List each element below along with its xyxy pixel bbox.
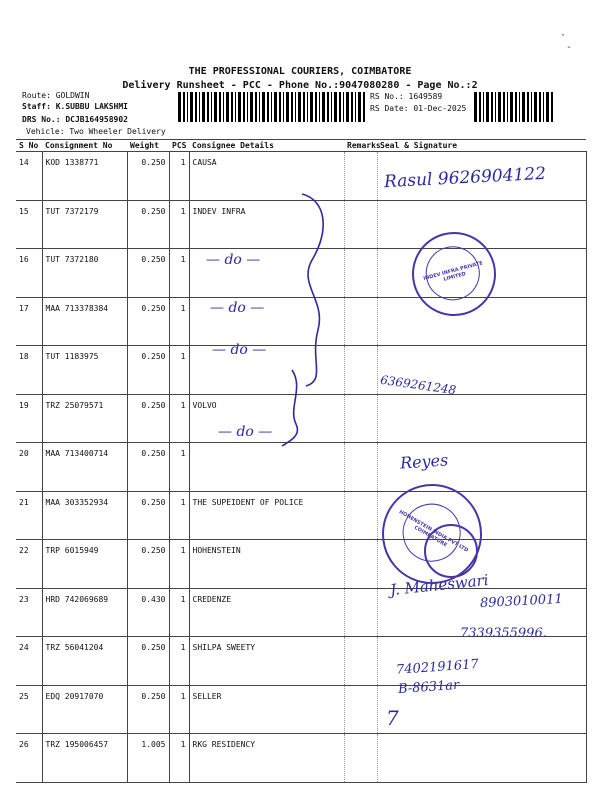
cell-weight: 0.250 [127,297,169,346]
cell-seal [377,637,586,686]
cell-consignment-no: TUT 1183975 [42,346,127,395]
cell-remarks [344,152,377,201]
cell-sno: 23 [16,588,42,637]
staff-label: Staff: K.SUBBU LAKSHMI [22,102,128,111]
table-row [16,540,586,589]
cell-weight: 0.250 [127,346,169,395]
cell-weight: 0.250 [127,249,169,298]
cell-sno: 19 [16,394,42,443]
cell-consignment-no: TRP 6015949 [42,540,127,589]
cell-remarks [344,685,377,734]
cell-seal [377,394,586,443]
cell-consignment-no: MAA 303352934 [42,491,127,540]
cell-weight: 0.250 [127,394,169,443]
page-mark: 7 [386,706,399,730]
cell-pcs: 1 [169,491,189,540]
drs-barcode [178,92,368,124]
cell-weight: 0.250 [127,540,169,589]
cell-pcs: 1 [169,734,189,783]
signature-row-19: 6369261248 [379,372,457,398]
table-row [16,734,586,783]
cell-consignment-no: MAA 713400714 [42,443,127,492]
cell-sno: 26 [16,734,42,783]
cell-weight: 1.005 [127,734,169,783]
table-row [16,491,586,540]
cell-sno: 24 [16,637,42,686]
cell-pcs: 1 [169,540,189,589]
cell-remarks [344,394,377,443]
cell-weight: 0.250 [127,637,169,686]
cell-pcs: 1 [169,200,189,249]
col-consignment: Consignment No [42,140,127,152]
cell-weight: 0.250 [127,491,169,540]
cell-sno: 22 [16,540,42,589]
cell-pcs: 1 [169,152,189,201]
cell-consignee: HOHENSTEIN [189,540,344,589]
cell-remarks [344,540,377,589]
cell-consignment-no: TRZ 56041204 [42,637,127,686]
cell-remarks [344,200,377,249]
ditto-mark-16: — do — [206,252,261,268]
cell-pcs: 1 [169,637,189,686]
cell-seal [377,734,586,783]
vehicle-label: Vehicle: Two Wheeler Delivery [26,127,166,136]
cell-remarks [344,588,377,637]
runsheet-subtitle: Delivery Runsheet - PCC - Phone No.:9047080280 - Page No.:2 [122,80,478,91]
cell-weight: 0.250 [127,200,169,249]
cell-sno: 17 [16,297,42,346]
signature-row-26-sig: B-8631ar [397,677,460,698]
route-label: Route: GOLDWIN [22,91,90,100]
cell-pcs: 1 [169,588,189,637]
cell-consignee: SHILPA SWEETY [189,637,344,686]
col-pcs: PCS [169,140,189,152]
signature-row-14: Rasul 9626904122 [383,163,547,193]
cell-consignment-no: TRZ 195006457 [42,734,127,783]
cell-weight: 0.430 [127,588,169,637]
cell-sno: 20 [16,443,42,492]
brace-mark [296,190,336,390]
cell-weight: 0.250 [127,685,169,734]
indev-infra-seal: INDEV INFRA PRIVATE LIMITED [403,223,506,326]
cell-pcs: 1 [169,249,189,298]
cell-remarks [344,734,377,783]
cell-sno: 14 [16,152,42,201]
cell-consignee: RKG RESIDENCY [189,734,344,783]
cell-consignment-no: EDQ 20917070 [42,685,127,734]
cell-remarks [344,346,377,395]
table-row [16,637,586,686]
cell-pcs: 1 [169,297,189,346]
cell-weight: 0.250 [127,443,169,492]
ditto-mark-17: — do — [210,300,265,316]
col-seal: Seal & Signature [377,140,586,152]
hohenstein-seal-2 [424,524,478,578]
cell-consignment-no: TUT 7372179 [42,200,127,249]
hohenstein-seal: HOHENSTEIN INDIA PVT LTD COIMBATORE [364,466,501,603]
table-header-row [16,140,586,152]
cell-consignment-no: MAA 713378384 [42,297,127,346]
cell-consignment-no: KOD 1338771 [42,152,127,201]
cell-weight: 0.250 [127,152,169,201]
cell-consignee [189,443,344,492]
rs-number: RS No.: 1649589 [370,92,443,101]
cell-remarks [344,443,377,492]
rs-date: RS Date: 01-Dec-2025 [370,104,467,113]
col-weight: Weight [127,140,169,152]
signature-row-24-phone: 8903010011 [479,591,564,612]
signature-row-21: Reyes [399,450,449,473]
cell-pcs: 1 [169,443,189,492]
signature-row-24-name: J. Maheswari [389,570,490,600]
cell-remarks [344,637,377,686]
cell-sno: 18 [16,346,42,395]
ditto-mark-18: — do — [212,342,267,358]
rs-barcode [474,92,554,124]
cell-consignment-no: TUT 7372180 [42,249,127,298]
company-title: THE PROFESSIONAL COURIERS, COIMBATORE [188,66,412,77]
cell-sno: 25 [16,685,42,734]
drs-number: DRS No.: DCJB164958902 [22,115,128,124]
signature-row-25: 7339355996. [460,626,547,641]
corner-mark: - [566,42,573,53]
cell-consignment-no: TRZ 25079571 [42,394,127,443]
cell-remarks [344,249,377,298]
cell-consignee: CAUSA [189,152,344,201]
cell-pcs: 1 [169,346,189,395]
cell-remarks [344,491,377,540]
cell-consignment-no: HRD 742069689 [42,588,127,637]
signature-row-26-phone: 7402191617 [395,657,480,678]
cell-pcs: 1 [169,394,189,443]
cell-sno: 16 [16,249,42,298]
ditto-mark-20: — do — [218,424,273,440]
cell-pcs: 1 [169,685,189,734]
cell-consignee: VOLVO [189,394,344,443]
cell-remarks [344,297,377,346]
cell-consignee: SELLER [189,685,344,734]
table-row [16,685,586,734]
cell-consignee: CREDENZE [189,588,344,637]
corner-mark: · [560,30,567,41]
table-row [16,443,586,492]
cell-sno: 15 [16,200,42,249]
col-sno: S No [16,140,42,152]
cell-consignee: THE SUPEIDENT OF POLICE [189,491,344,540]
col-remarks: Remarks [344,140,377,152]
cell-consignee: INDEV INFRA [189,200,344,249]
col-consignee: Consignee Details [189,140,344,152]
cell-sno: 21 [16,491,42,540]
